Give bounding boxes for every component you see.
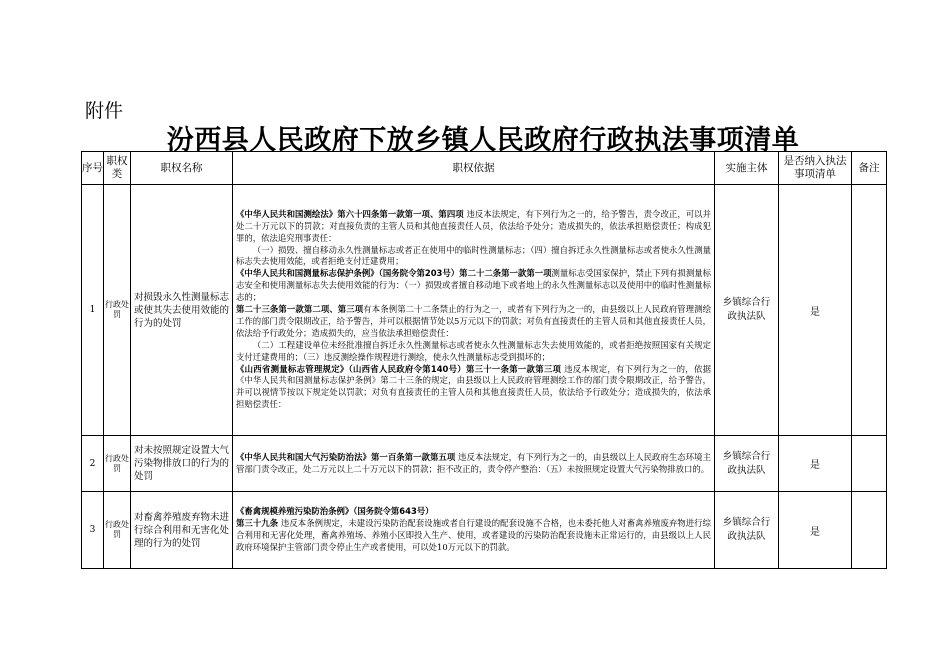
- basis-citation: 《中华人民共和国测绘法》第六十四条第一款第一项、第四项: [236, 208, 464, 219]
- row-remark: [852, 492, 887, 569]
- basis-text: 违反本规定，有下列行为之一的，依据《中华人民共和国测量标志保护条例》第二十三条的规定，由县级以上人民政府管理测绘工作的部门责令限期改正，给予警告，并可以视情节按以下规定处以罚款；对负有直接责任的主管人员和其他直接责任人员，依法给予行政处分；造成损失的，依法承担赔偿责任：: [236, 363, 711, 410]
- basis-text: 违反本法规定，有下列行为之一的，由县级以上人民政府生态环境主管部门责令改正，处二万元以上二十万元以下的罚款；拒不改正的，责令停产整治：（五）未按照规定设置大气污染物排放口的。: [236, 451, 711, 474]
- row-remark: [852, 185, 887, 436]
- basis-text: 测量标志受国家保护，禁止下列有损测量标志安全和使用测量标志失去使用效能的行为：（一）损毁或者擅自移动地下或者地上的永久性测量标志以及使用中的临时性测量标志的；: [236, 268, 711, 303]
- row-included: 是: [779, 185, 852, 436]
- header-category: 职权类: [104, 152, 131, 185]
- row-seq: 2: [82, 436, 104, 492]
- table-row: [82, 492, 887, 569]
- row-category: 行政处罚: [104, 436, 131, 492]
- table-header-row: [82, 152, 887, 185]
- row-category: 行政处罚: [104, 185, 131, 436]
- attachment-label: 附件: [85, 100, 124, 122]
- row-name: 对损毁永久性测量标志或使其失去使用效能的行为的处罚: [131, 185, 233, 436]
- basis-paragraph: [236, 245, 711, 269]
- basis-text: （二）工程建设单位未经批准擅自拆迁永久性测量标志或者使永久性测量标志失去使用效能的，或者拒绝按照国家有关规定支付迁建费用的；（三）违反测绘操作规程进行测绘，使永久性测量标志受到损坏的；: [236, 339, 711, 362]
- row-basis: [233, 436, 715, 492]
- basis-citation: 第二十三条第一款第二项、第三项: [236, 304, 364, 315]
- basis-text: 违反本法规定，有下列行为之一的，给予警告，责令改正，可以并处二十万元以下的罚款；对直接负责的主管人员和其他直接责任人员，依法给予处分；造成损失的，依法承担赔偿责任；构成犯罪的，依法追究刑事责任：: [236, 208, 711, 243]
- basis-text: （一）损毁、擅自移动永久性测量标志或者正在使用中的临时性测量标志；（四）擅自拆迁永久性测量标志或者使永久性测量标志失去使用效能，或者拒绝支付迁建费用；: [236, 244, 711, 267]
- header-included: 是否纳入执法事项清单: [779, 152, 852, 185]
- basis-paragraph: [236, 209, 711, 245]
- row-subject: 乡镇综合行政执法队: [715, 492, 779, 569]
- enforcement-items-table: [81, 151, 887, 569]
- row-basis: [233, 492, 715, 569]
- basis-paragraph: [236, 364, 711, 412]
- row-name: 对未按照规定设置大气污染物排放口的行为的处罚: [131, 436, 233, 492]
- basis-citation: 《畜禽规模养殖污染防治条例》（国务院令第643号）: [236, 506, 434, 517]
- row-seq: 3: [82, 492, 104, 569]
- basis-text: 违反本条例规定，未建设污染防治配套设施或者自行建设的配套设施不合格，也未委托他人对畜禽养殖废弃物进行综合利用和无害化处理，畜禽养殖场、养殖小区即投入生产、使用，或者建设的污染防治配套设施未正常运行的，由县级以上人民政府环境保护主管部门责令停止生产或者使用，可以处10万元以下的罚款。: [236, 518, 711, 552]
- basis-paragraph: [236, 518, 711, 554]
- table-row: [82, 185, 887, 436]
- table-row: [82, 436, 887, 492]
- row-category: 行政处罚: [104, 492, 131, 569]
- basis-paragraph: [236, 268, 711, 304]
- row-included: 是: [779, 492, 852, 569]
- row-name: 对畜禽养殖废弃物未进行综合利用和无害化处理的行为的处罚: [131, 492, 233, 569]
- basis-citation: 《中华人民共和国大气污染防治法》第一百条第一款第五项: [236, 451, 456, 462]
- row-remark: [852, 436, 887, 492]
- row-subject: 乡镇综合行政执法队: [715, 185, 779, 436]
- row-subject: 乡镇综合行政执法队: [715, 436, 779, 492]
- basis-text: 有本条例第二十二条禁止的行为之一，或者有下列行为之一的，由县级以上人民政府管理测绘工作的部门责令限期改正，给予警告，并可以根据情节处以5万元以下的罚款；对负有直接责任的主管人员和其他直接责任人员，依法给予行政处分；造成损失的，应当依法承担赔偿责任：: [236, 304, 712, 338]
- row-seq: 1: [82, 185, 104, 436]
- basis-paragraph: [236, 506, 711, 518]
- header-subject: 实施主体: [715, 152, 779, 185]
- basis-citation: 第三十九条: [236, 518, 279, 529]
- basis-citation: 《山西省测量标志管理规定》（山西省人民政府令第140号）第三十一条第一款第三项: [236, 363, 562, 374]
- basis-paragraph: [236, 452, 711, 476]
- basis-paragraph: [236, 340, 711, 364]
- header-name: 职权名称: [131, 152, 233, 185]
- basis-citation: 《中华人民共和国测量标志保护条例》（国务院令第203号）第二十二条第一款第一项: [236, 268, 552, 279]
- header-remark: 备注: [852, 152, 887, 185]
- row-basis: [233, 185, 715, 436]
- row-included: 是: [779, 436, 852, 492]
- basis-paragraph: [236, 304, 711, 340]
- header-basis: 职权依据: [233, 152, 715, 185]
- header-seq: 序号: [82, 152, 104, 185]
- page-title: 汾西县人民政府下放乡镇人民政府行政执法事项清单: [166, 125, 800, 156]
